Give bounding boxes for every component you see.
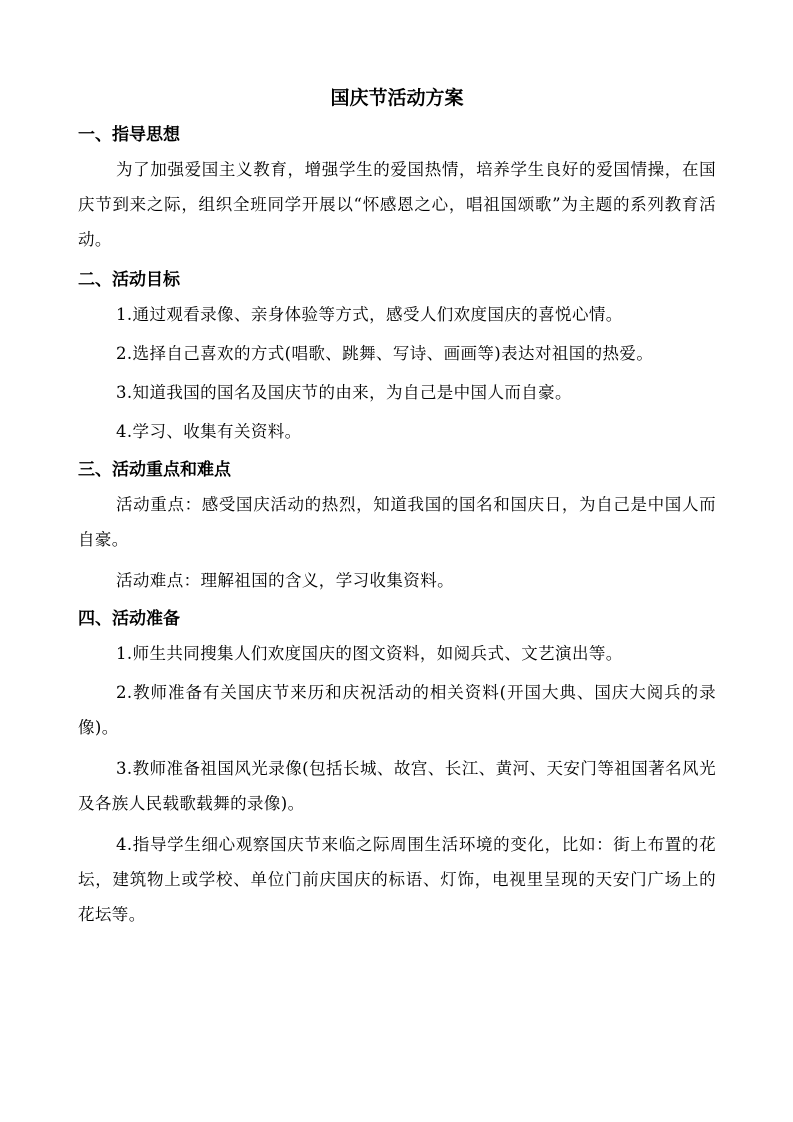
section-preparation: [78, 602, 716, 932]
section-guiding-ideology: [78, 118, 716, 257]
section-paragraph: 为了加强爱国主义教育，增强学生的爱国热情，培养学生良好的爱国情操，在国庆节到来之际，组织全班同学开展以“怀感恩之心，唱祖国颂歌”为主题的系列教育活动。: [78, 160, 716, 249]
section-heading: 一、指导思想: [78, 125, 180, 145]
goal-item: 4.学习、收集有关资料。: [116, 422, 302, 441]
goal-item: 1.通过观看录像、亲身体验等方式，感受人们欢度国庆的喜悦心情。: [116, 305, 623, 324]
preparation-item: 2.教师准备有关国庆节来历和庆祝活动的相关资料(开国大典、国庆大阅兵的录像)。: [78, 683, 716, 737]
section-key-points: [78, 453, 716, 598]
goal-item: 2.选择自己喜欢的方式(唱歌、跳舞、写诗、画画等)表达对祖国的热爱。: [116, 344, 654, 363]
section-heading: 四、活动准备: [78, 609, 180, 629]
document-page: [78, 80, 716, 938]
key-point-paragraph: 活动重点：感受国庆活动的热烈，知道我国的国名和国庆日，为自己是中国人而自豪。: [78, 495, 716, 549]
preparation-item: 1.师生共同搜集人们欢度国庆的图文资料，如阅兵式、文艺演出等。: [116, 644, 623, 663]
section-activity-goals: [78, 263, 716, 449]
goal-item: 3.知道我国的国名及国庆节的由来，为自己是中国人而自豪。: [116, 383, 572, 402]
difficulty-paragraph: 活动难点：理解祖国的含义，学习收集资料。: [116, 571, 454, 590]
preparation-item: 4.指导学生细心观察国庆节来临之际周围生活环境的变化，比如：街上布置的花坛，建筑物上或学校、单位门前庆国庆的标语、灯饰，电视里呈现的天安门广场上的花坛等。: [78, 835, 716, 924]
document-title: 国庆节活动方案: [330, 87, 464, 109]
section-heading: 二、活动目标: [78, 270, 180, 290]
section-heading: 三、活动重点和难点: [78, 460, 231, 480]
preparation-item: 3.教师准备祖国风光录像(包括长城、故宫、长江、黄河、天安门等祖国著名风光及各族人民载歌载舞的录像)。: [78, 759, 716, 813]
